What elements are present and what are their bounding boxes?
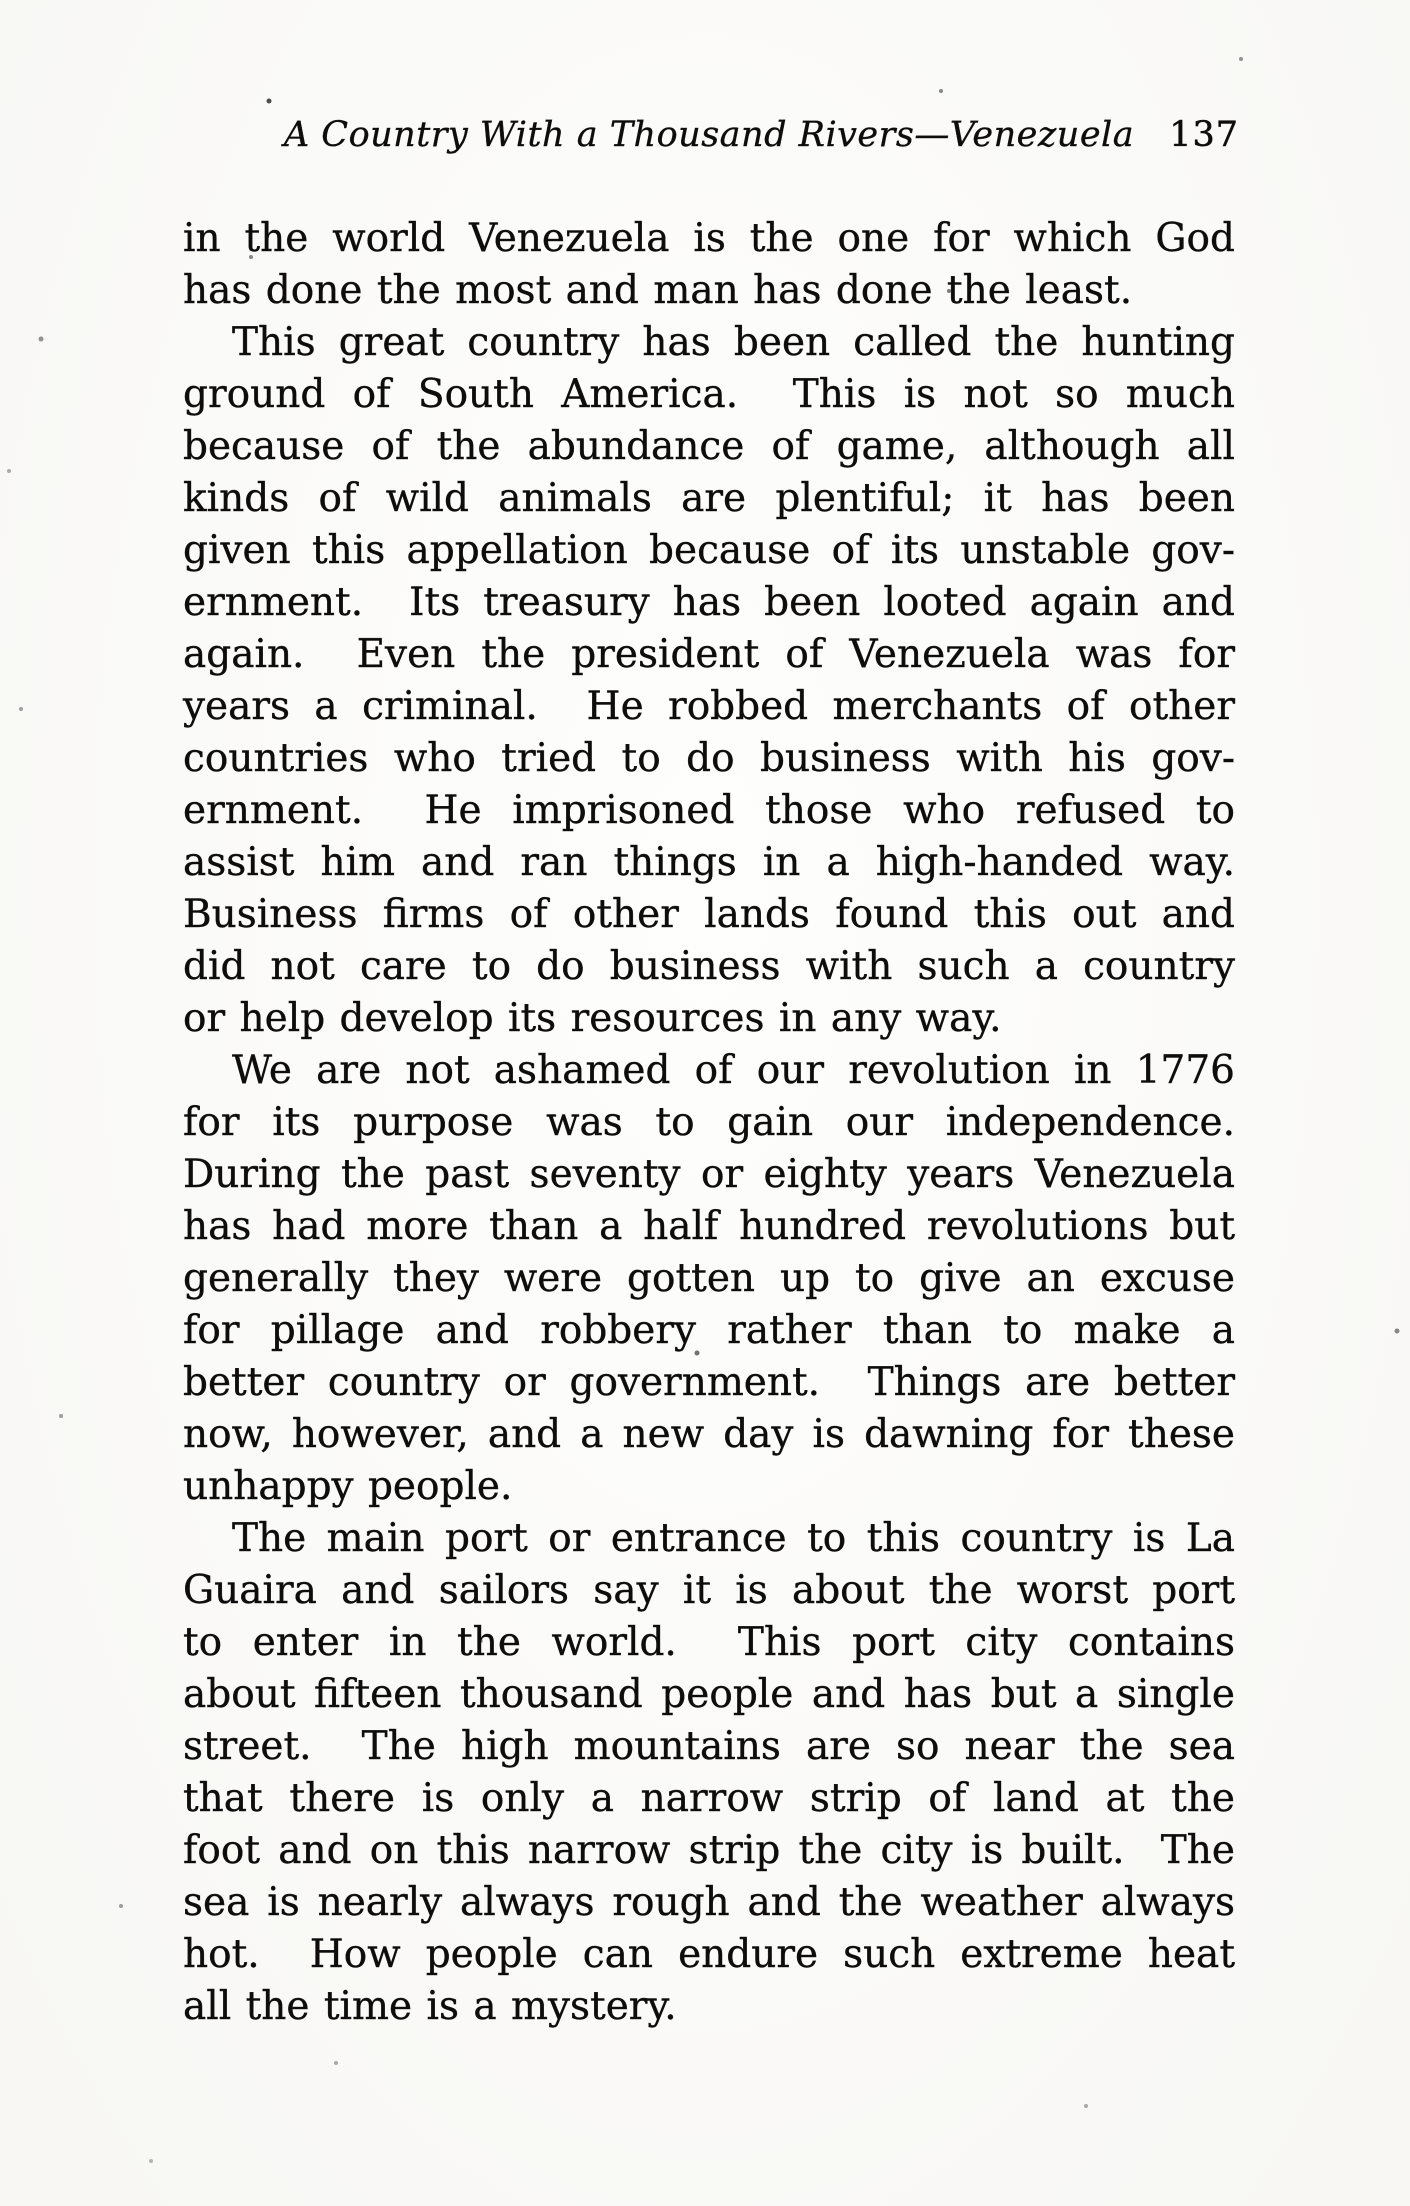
paragraph [183,317,1235,1045]
text-line: The main port or entrance to this country is La [232,1516,1235,1561]
text-line: We are not ashamed of our revolution in 1776 [232,1048,1235,1093]
text-line: ernment. He imprisoned those who refused to [183,788,1235,833]
text-line: ground of South America. This is not so much [183,372,1235,417]
text-line: to enter in the world. This port city contains [183,1620,1235,1665]
text-line: or help develop its resources in any way. [183,996,1002,1041]
text-line: because of the abundance of game, although all [183,424,1235,469]
text-line: did not care to do business with such a country [183,944,1235,989]
text-line: hot. How people can endure such extreme heat [183,1932,1235,1977]
text-line: has done the most and man has done the least. [183,268,1133,313]
text-line: ernment. Its treasury has been looted again and [183,580,1235,625]
text-line: Business firms of other lands found this out and [183,892,1235,937]
text-line: all the time is a mystery. [183,1984,677,2029]
text-line: This great country has been called the hunting [232,320,1235,365]
running-head-title: A Country With a Thousand Rivers—Venezuela [283,115,1135,155]
text-line: years a criminal. He robbed merchants of other [183,684,1235,729]
text-line: given this appellation because of its unstable gov- [183,528,1235,573]
text-line: During the past seventy or eighty years Venezuela [183,1152,1235,1197]
scan-specks [0,0,2,2]
body-text [183,213,1235,2033]
text-line: Guaira and sailors say it is about the worst port [183,1568,1235,1613]
text-line: better country or government. Things are better [183,1360,1235,1405]
page-number: 137 [1169,115,1239,155]
text-line: for its purpose was to gain our independence. [183,1100,1235,1145]
text-line: unhappy people. [183,1464,513,1509]
text-line: about fifteen thousand people and has but a single [183,1672,1235,1717]
text-line: has had more than a half hundred revolutions but [183,1204,1235,1249]
text-line: countries who tried to do business with his gov- [183,736,1235,781]
paragraph [183,1045,1235,1513]
text-line: kinds of wild animals are plentiful; it has been [183,476,1235,521]
text-line: street. The high mountains are so near the sea [183,1724,1235,1769]
text-line: sea is nearly always rough and the weather always [183,1880,1235,1925]
text-line: assist him and ran things in a high-handed way. [183,840,1235,885]
running-head [183,114,1239,156]
text-line: again. Even the president of Venezuela was for [183,632,1235,677]
text-line: now, however, and a new day is dawning for these [183,1412,1235,1457]
text-line: foot and on this narrow strip the city is built. The [183,1828,1235,1873]
paragraph [183,213,1235,317]
paragraph [183,1513,1235,2033]
text-line: in the world Venezuela is the one for which God [183,216,1235,261]
text-line: that there is only a narrow strip of land at the [183,1776,1235,1821]
text-line: for pillage and robbery rather than to make a [183,1308,1235,1353]
text-line: generally they were gotten up to give an excuse [183,1256,1235,1301]
